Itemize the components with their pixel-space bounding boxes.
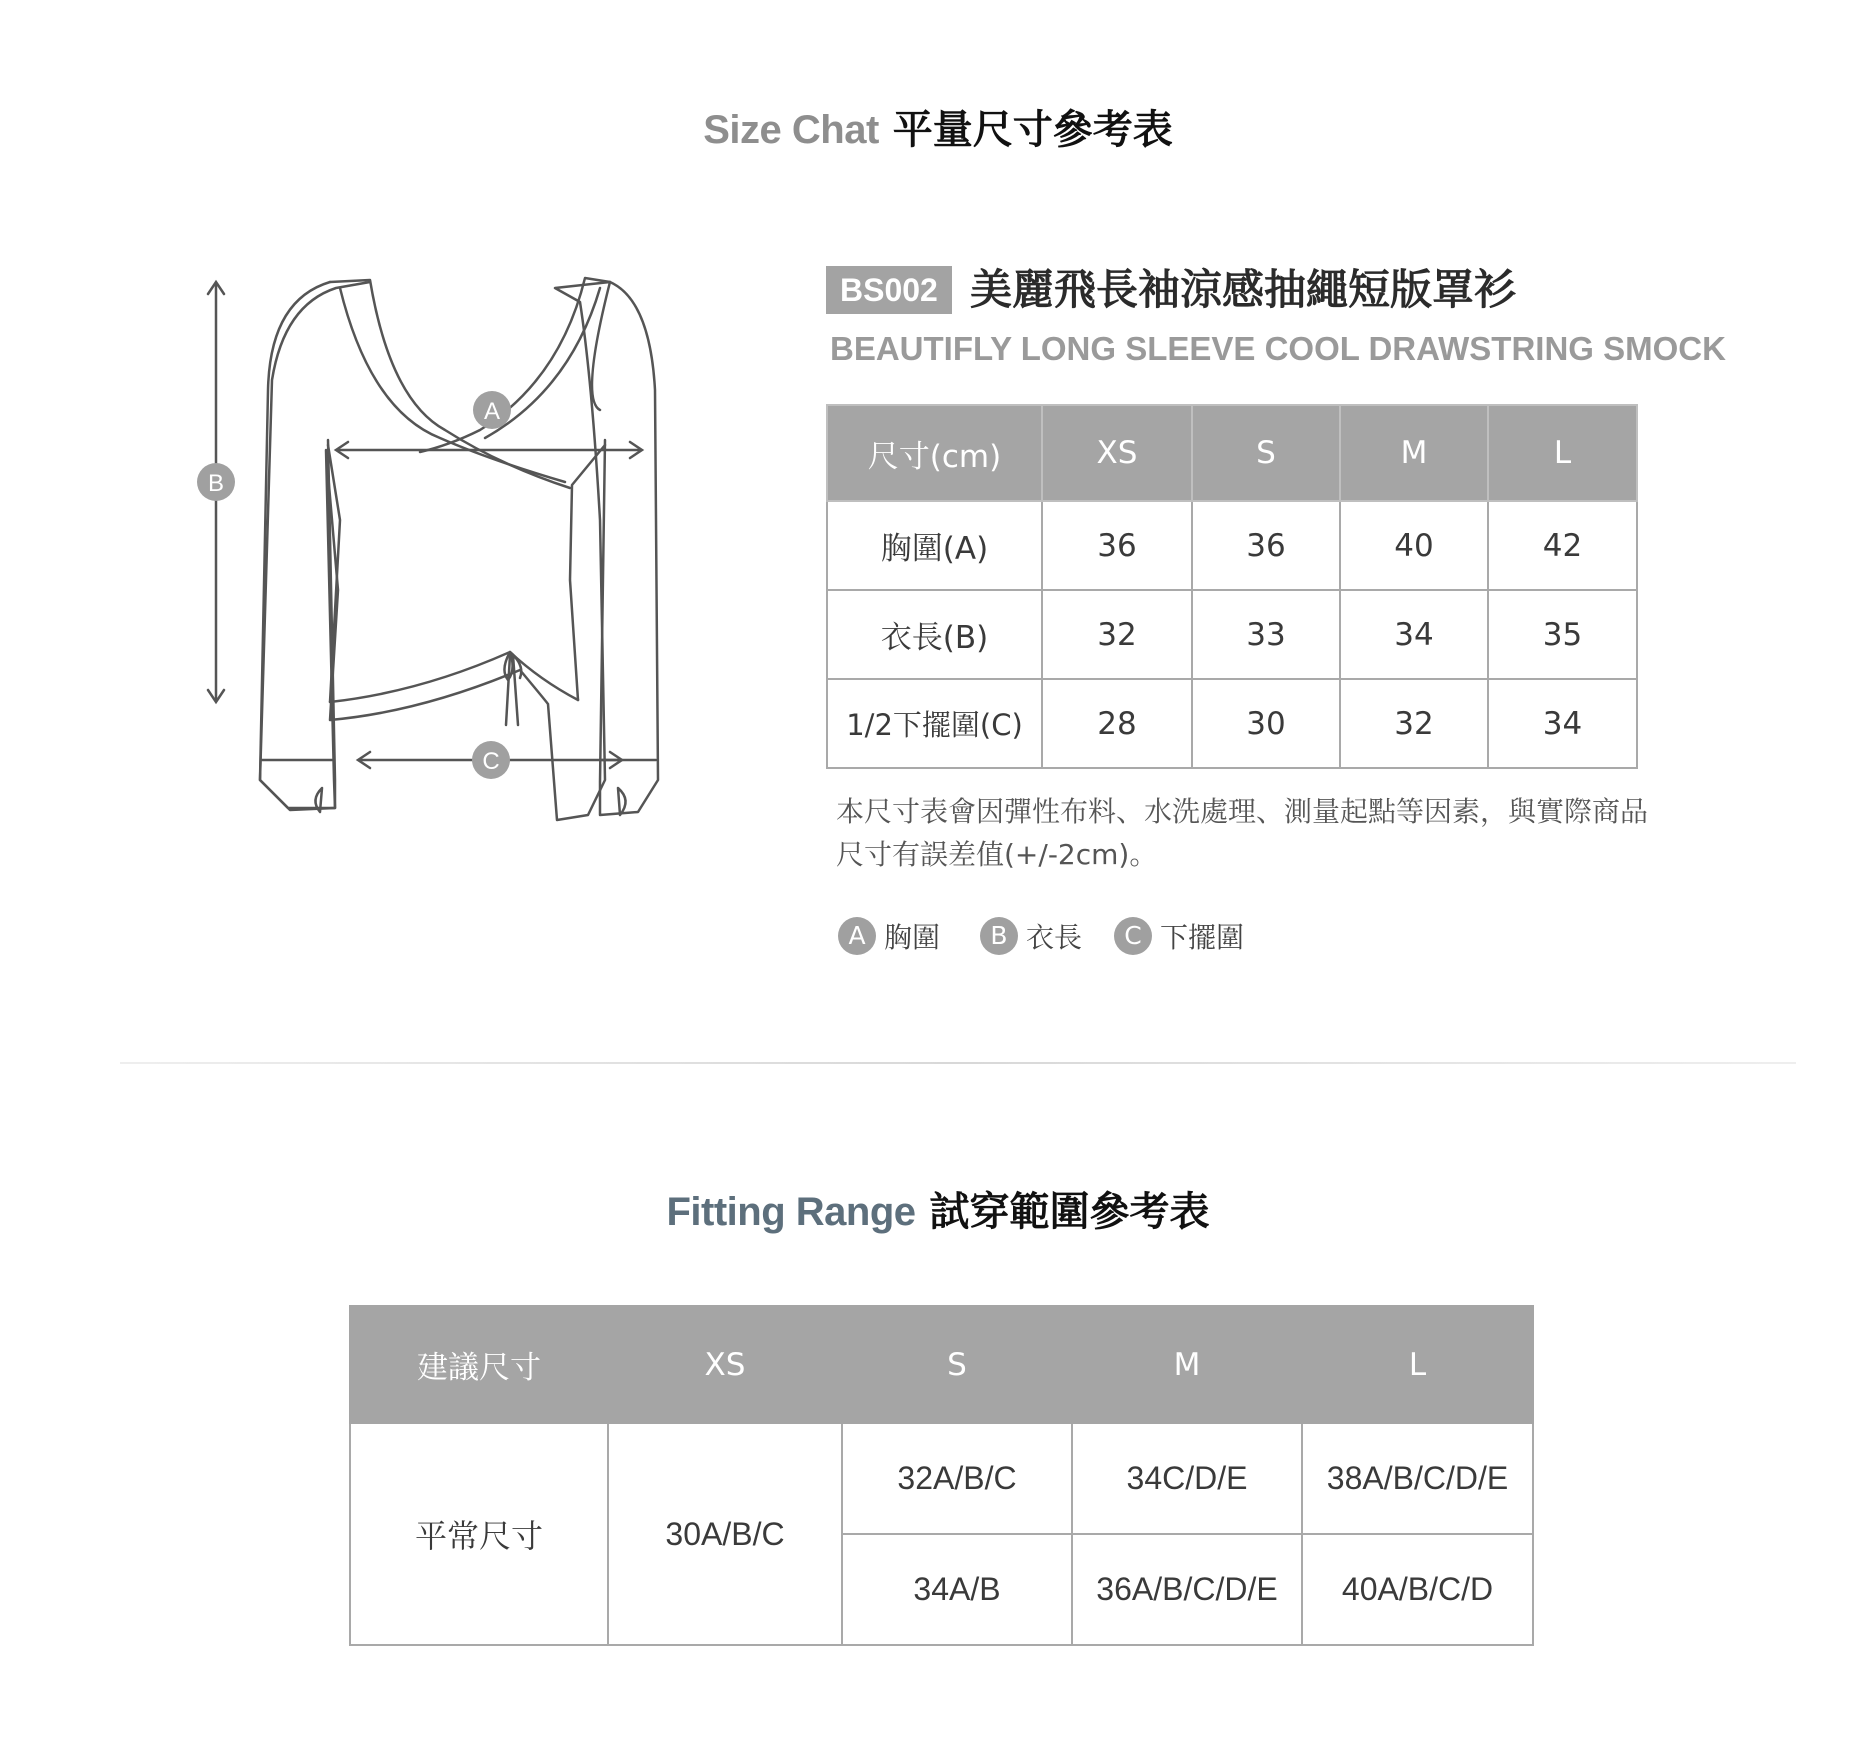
fitting-range-heading-zh: 試穿範圍參考表 [929,1189,1210,1235]
row-label: 胸圍(A) [827,501,1042,590]
size-chart-heading [0,98,1876,155]
diagram-badge-c [472,741,510,779]
legend-badge: C [1114,917,1152,955]
table-cell: 36A/B/C/D/E [1072,1534,1302,1645]
legend-label: 下擺圍 [1160,921,1245,954]
table-cell: 36 [1192,501,1340,590]
table-cell: 42 [1488,501,1637,590]
row-label: 1/2下擺圍(C) [827,679,1042,768]
table-cell: 36 [1042,501,1192,590]
size-note: 本尺寸表會因彈性布料、水洗處理、測量起點等因素，與實際商品尺寸有誤差值(+/-2cm)。 [836,795,1649,871]
table-cell: 33 [1192,590,1340,679]
table-cell: 34C/D/E [1072,1423,1302,1534]
table-row [827,590,1637,679]
product-code-badge: BS002 [826,266,952,314]
table-cell: 34 [1340,590,1488,679]
size-table-header: S [1192,405,1340,501]
fitting-range-table [349,1305,1534,1646]
table-cell: 34 [1488,679,1637,768]
fitting-table-header: L [1302,1306,1533,1423]
table-cell: 40A/B/C/D [1302,1534,1533,1645]
legend-item-b [980,916,1082,956]
table-cell: 40 [1340,501,1488,590]
table-cell: 32 [1340,679,1488,768]
table-cell: 30 [1192,679,1340,768]
legend-badge: A [838,917,876,955]
diagram-badge-b [197,463,235,501]
table-cell: 30A/B/C [608,1423,842,1645]
fitting-table-header: S [842,1306,1072,1423]
svg-text:C: C [482,748,500,775]
size-table-header: 尺寸(cm) [827,405,1042,501]
garment-diagram [180,260,740,860]
table-row [827,679,1637,768]
legend-label: 胸圍 [884,921,941,954]
fitting-table-header: M [1072,1306,1302,1423]
fitting-range-heading [0,1180,1876,1237]
size-table-header: L [1488,405,1637,501]
table-row [827,501,1637,590]
size-table-header: XS [1042,405,1192,501]
svg-text:A: A [483,398,501,425]
fitting-range-heading-en: Fitting Range [666,1190,916,1234]
legend-item-c [1114,916,1244,956]
product-name-zh: 美麗飛長袖涼感抽繩短版罩衫 [970,265,1517,314]
table-cell: 34A/B [842,1534,1072,1645]
row-label: 平常尺寸 [350,1423,608,1645]
garment-outline [260,282,610,820]
fitting-table-header: 建議尺寸 [350,1306,608,1423]
legend-item-a [838,916,940,956]
diagram-badge-a [473,391,511,429]
legend-badge: B [980,917,1018,955]
product-name-en: BEAUTIFLY LONG SLEEVE COOL DRAWSTRING SMOCK [830,330,1726,367]
fitting-header-row [350,1306,1533,1423]
table-row [350,1423,1533,1534]
table-cell: 38A/B/C/D/E [1302,1423,1533,1534]
legend-label: 衣長 [1026,921,1083,954]
section-divider [120,1062,1796,1064]
size-chart-heading-en: Size Chat [703,108,879,152]
table-cell: 28 [1042,679,1192,768]
size-table-header-row [827,405,1637,501]
fitting-table-header: XS [608,1306,842,1423]
svg-text:B: B [207,470,225,497]
size-table [826,404,1638,769]
table-cell: 35 [1488,590,1637,679]
table-cell: 32A/B/C [842,1423,1072,1534]
size-table-header: M [1340,405,1488,501]
table-cell: 32 [1042,590,1192,679]
row-label: 衣長(B) [827,590,1042,679]
size-chart-heading-zh: 平量尺寸參考表 [892,107,1173,153]
